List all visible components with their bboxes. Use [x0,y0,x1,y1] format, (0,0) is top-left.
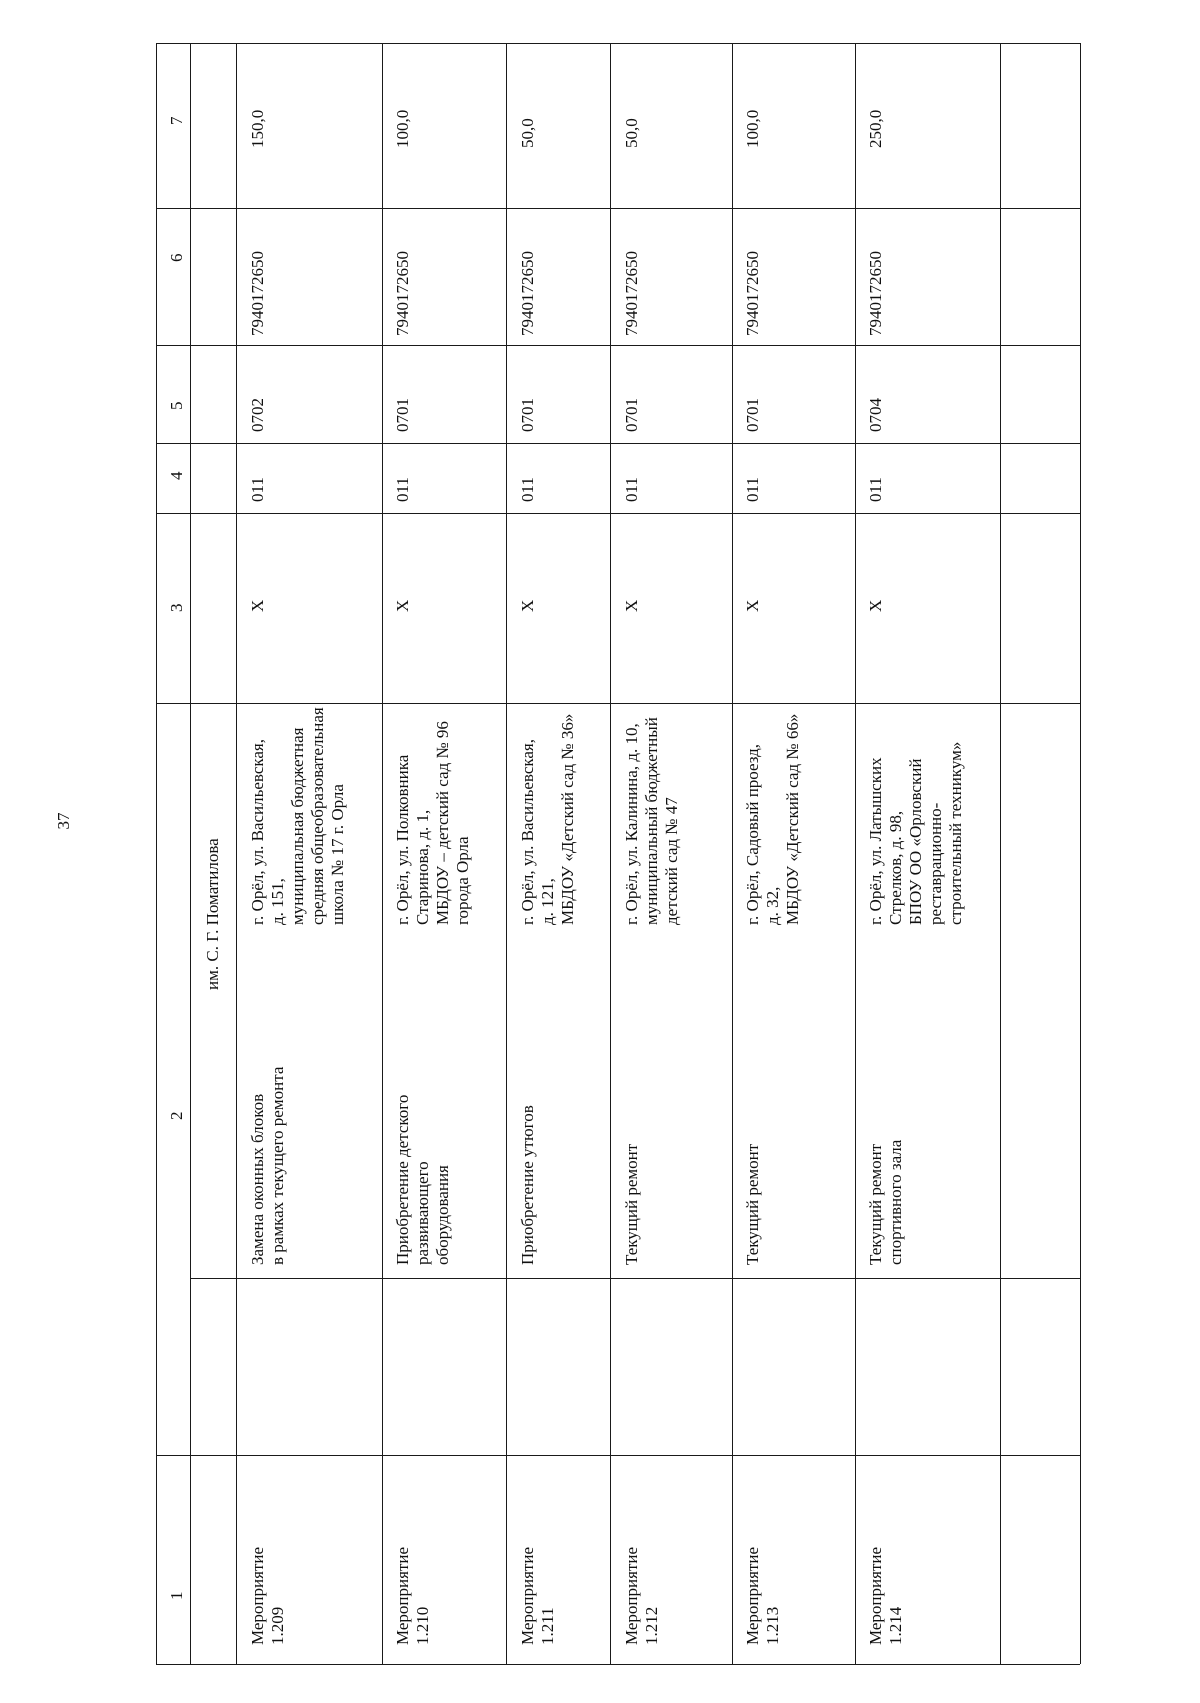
header-number-6 [167,254,187,263]
cell-col5 [622,398,642,432]
recipient-address-line: г. Орёл, ул. Калинина, д. 10, [622,723,641,925]
cell-col6 [393,251,413,336]
event-id-line: 1.211 [538,1607,557,1645]
table-border-bottom [156,1664,1080,1665]
recipient-address-line: МБДОУ «Детский сад № 36» [558,713,577,925]
table-rule [156,443,1080,444]
header-number-2-line: 2 [167,1111,186,1120]
table-rule [156,1455,1080,1456]
event-id [866,1547,906,1645]
cell-col7-line: 50,0 [622,118,641,148]
cell-col7-line: 150,0 [248,109,267,148]
table-rule [190,1278,1080,1279]
cell-col3 [248,600,268,612]
cell-col3 [518,600,538,612]
event-description-line: Замена оконных блоков [248,1093,267,1265]
cell-col3-line: Х [393,599,412,612]
header-number-1-line: 1 [167,1591,186,1600]
recipient-address-line: д. 151, [268,878,287,925]
cell-col7 [866,110,886,148]
cell-col7 [393,110,413,148]
cell-col5-line: 0704 [866,398,885,432]
table-rule [855,43,856,1664]
cell-col6-line: 7940172650 [743,251,762,336]
table-rule [1000,43,1001,1664]
recipient-address-line: муниципальная бюджетная [288,727,307,925]
cell-col4 [518,477,538,502]
event-description [743,1144,763,1265]
cell-col7 [518,118,538,148]
cell-col5 [393,398,413,432]
cell-col7-line: 100,0 [743,109,762,148]
event-id-line: Мероприятие [743,1546,762,1645]
recipient-address-line: МБДОУ «Детский сад № 66» [783,713,802,925]
event-id-line: 1.212 [642,1606,661,1645]
event-description-line: развивающего [413,1161,432,1265]
table-rule [236,43,237,1664]
cell-col3 [866,600,886,612]
event-description [866,1140,906,1265]
recipient-address [518,714,578,925]
header-number-5 [167,402,187,411]
recipient-address-line: школа № 17 г. Орла [328,784,347,925]
recipient-address-line: МБДОУ – детский сад № 96 [433,721,452,925]
cell-col7 [248,110,268,148]
event-description [518,1105,538,1265]
event-description-line: Текущий ремонт [743,1143,762,1265]
recipient-address-line: д. 32, [763,886,782,925]
recipient-address [866,742,966,925]
recipient-address [248,707,348,925]
recipient-address-line: детский сад № 47 [662,797,681,925]
recipient-address-line: муниципальный бюджетный [642,717,661,925]
cell-col6-line: 7940172650 [393,251,412,336]
cell-col5 [248,398,268,432]
header-number-5-line: 5 [167,401,186,410]
cell-col6 [743,251,763,336]
event-id-line: Мероприятие [248,1546,267,1645]
recipient-address-line: д. 121, [538,878,557,925]
cell-col3 [393,600,413,612]
header-number-1 [167,1592,187,1601]
recipient-address-line: Старинова, д. 1, [413,809,432,925]
cell-col3-line: Х [622,599,641,612]
header-number-4-line: 4 [167,471,186,480]
event-id-line: 1.210 [413,1606,432,1645]
event-description-line: спортивного зала [886,1139,905,1265]
cell-col7-line: 50,0 [518,118,537,148]
recipient-address-line: реставрационно- [926,802,945,925]
cell-col5-line: 0701 [743,398,762,432]
event-description-line: Приобретение утюгов [518,1105,537,1265]
table-rule [156,513,1080,514]
cell-col6 [866,251,886,336]
event-description [248,1067,288,1265]
cell-col4 [393,477,413,502]
recipient-address-line: г. Орёл, Садовый проезд, [743,743,762,925]
table-rule [732,43,733,1664]
cell-col7-line: 250,0 [866,109,885,148]
table-rule [382,43,383,1664]
event-id-line: Мероприятие [518,1546,537,1645]
cell-col3 [743,600,763,612]
cell-col5-line: 0701 [518,398,537,432]
cell-col7-line: 100,0 [393,109,412,148]
table-border-top [156,43,1080,44]
recipient-address-line: средняя общеобразовательная [308,707,327,925]
event-id-line: 1.209 [268,1606,287,1645]
event-description-line: Текущий ремонт [622,1143,641,1265]
header-number-7 [167,117,187,126]
cell-col4 [248,477,268,502]
carryover-note [203,838,223,990]
table-rule [506,43,507,1664]
cell-col5 [866,398,886,432]
header-number-2 [167,1112,187,1121]
header-number-6-line: 6 [167,253,186,262]
event-description-line: Приобретение детского [393,1094,412,1265]
event-description-line: Текущий ремонт [866,1143,885,1265]
cell-col4-line: 011 [393,477,412,502]
event-description-line: в рамках текущего ремонта [268,1066,287,1265]
table-rule [156,345,1080,346]
event-id [518,1547,558,1645]
cell-col4 [622,477,642,502]
event-description [393,1095,453,1265]
cell-col4 [743,477,763,502]
cell-col3-line: Х [866,599,885,612]
recipient-address-line: БПОУ ОО «Орловский [906,758,925,925]
cell-col5 [743,398,763,432]
cell-col4-line: 011 [248,477,267,502]
event-id [248,1547,288,1645]
recipient-address-line: г. Орёл, ул. Васильевская, [518,739,537,925]
cell-col7 [622,118,642,148]
table-rule [156,43,157,1664]
cell-col4-line: 011 [743,477,762,502]
cell-col6-line: 7940172650 [518,251,537,336]
cell-col4 [866,477,886,502]
recipient-address-line: города Орла [453,836,472,925]
cell-col6 [518,251,538,336]
cell-col6-line: 7940172650 [866,251,885,336]
recipient-address-line: г. Орёл, ул. Полковника [393,754,412,925]
cell-col5-line: 0701 [622,398,641,432]
table-rule [190,43,191,1664]
cell-col5-line: 0702 [248,398,267,432]
cell-col6 [622,251,642,336]
cell-col4-line: 011 [866,477,885,502]
header-number-7-line: 7 [167,116,186,125]
event-id [743,1547,783,1645]
cell-col4-line: 011 [622,477,641,502]
header-number-4 [167,472,187,481]
cell-col5-line: 0701 [393,398,412,432]
recipient-address [393,721,473,925]
table-rule [1080,43,1081,1664]
cell-col7 [743,110,763,148]
event-description-line: оборудования [433,1165,452,1265]
carryover-note-line: им. С. Г. Поматилова [203,838,222,990]
cell-col3-line: Х [248,599,267,612]
header-number-3 [167,604,187,613]
event-description [622,1144,642,1265]
recipient-address [743,714,803,925]
cell-col3 [622,600,642,612]
event-id-line: 1.214 [886,1606,905,1645]
cell-col6-line: 7940172650 [248,251,267,336]
recipient-address-line: Стрелков, д. 98, [886,810,905,925]
event-id-line: 1.213 [763,1606,782,1645]
recipient-address [622,717,682,925]
recipient-address-line: г. Орёл, ул. Васильевская, [248,739,267,925]
event-id-line: Мероприятие [866,1546,885,1645]
page-number: 37 [54,812,73,830]
event-id-line: Мероприятие [393,1546,412,1645]
event-id [622,1547,662,1645]
cell-col6 [248,251,268,336]
recipient-address-line: г. Орёл, ул. Латышских [866,757,885,925]
cell-col5 [518,398,538,432]
event-id [393,1547,433,1645]
cell-col6-line: 7940172650 [622,251,641,336]
cell-col4-line: 011 [518,477,537,502]
cell-col3-line: Х [518,599,537,612]
header-number-3-line: 3 [167,603,186,612]
cell-col3-line: Х [743,599,762,612]
event-id-line: Мероприятие [622,1546,641,1645]
table-rule [156,703,1080,704]
table-rule [156,208,1080,209]
table-rule [610,43,611,1664]
recipient-address-line: строительный техникум» [946,741,965,925]
